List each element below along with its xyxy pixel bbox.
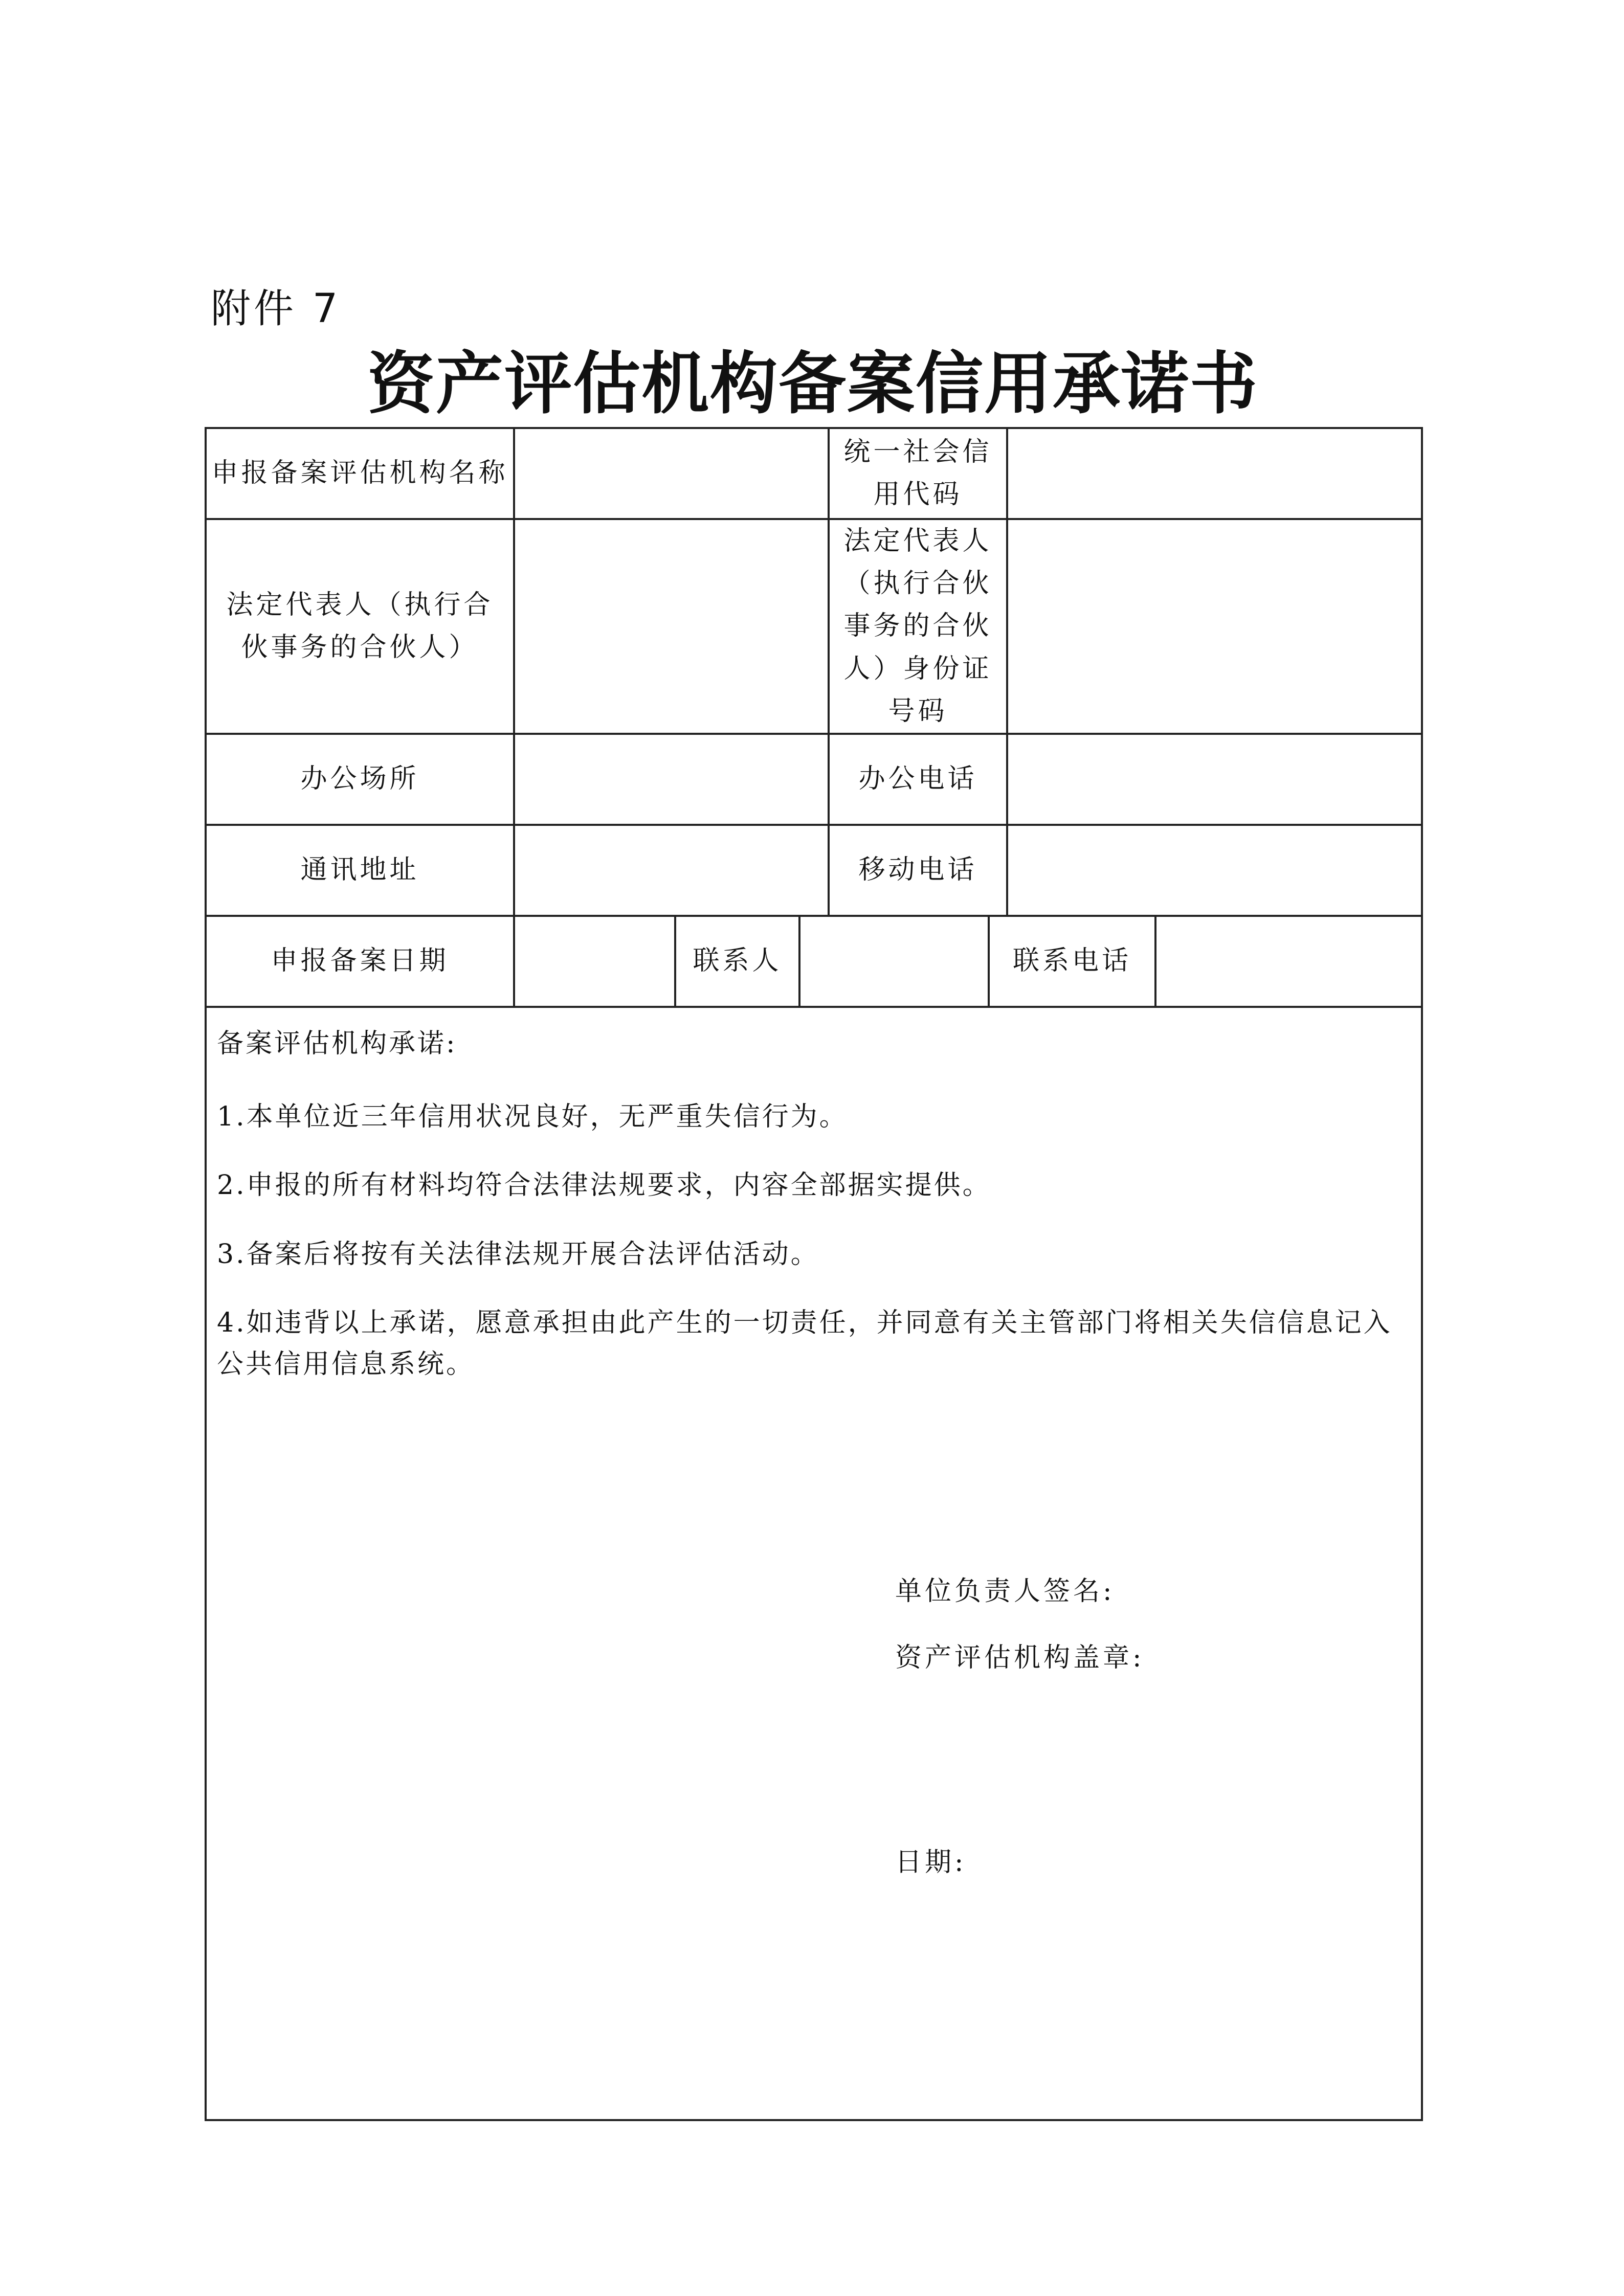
form-row-office <box>206 734 1422 825</box>
contact-phone-label: 联系电话 <box>989 916 1155 1007</box>
signature-label: 单位负责人签名: <box>895 1575 1115 1607</box>
office-phone-field[interactable] <box>1007 734 1422 825</box>
legal-rep-label: 法定代表人（执行合伙事务的合伙人） <box>206 519 514 734</box>
office-phone-label: 办公电话 <box>829 734 1007 825</box>
legal-rep-id-field[interactable] <box>1007 519 1422 734</box>
contact-field[interactable] <box>799 916 989 1007</box>
filing-date-label: 申报备案日期 <box>206 916 514 1007</box>
page-title: 资产评估机构备案信用承诺书 <box>367 344 1258 423</box>
date-label: 日期: <box>895 1847 967 1878</box>
pledge-item-4: 4.如违背以上承诺，愿意承担由此产生的一切责任，并同意有关主管部门将相关失信信息记入公共信用信息系统。 <box>217 1308 1392 1380</box>
org-name-field[interactable] <box>514 428 829 519</box>
org-name-label: 申报备案评估机构名称 <box>206 428 514 519</box>
form-row-address <box>206 825 1422 916</box>
office-place-field[interactable] <box>514 734 829 825</box>
form-row-org <box>206 428 1422 519</box>
pledge-item-1: 1.本单位近三年信用状况良好，无严重失信行为。 <box>217 1101 848 1132</box>
legal-rep-field[interactable] <box>514 519 829 734</box>
form-row-pledge <box>206 1007 1422 2120</box>
form-row-contact <box>206 916 1422 1007</box>
legal-rep-id-label: 法定代表人（执行合伙事务的合伙人）身份证号码 <box>829 519 1007 734</box>
seal-label: 资产评估机构盖章: <box>895 1642 1145 1673</box>
filing-date-field[interactable] <box>514 916 675 1007</box>
pledge-item-2: 2.申报的所有材料均符合法律法规要求，内容全部据实提供。 <box>217 1170 991 1201</box>
pledge-section <box>206 1007 1422 2120</box>
credit-code-field[interactable] <box>1007 428 1422 519</box>
pledge-heading: 备案评估机构承诺: <box>217 1028 457 1059</box>
mobile-phone-field[interactable] <box>1007 825 1422 916</box>
pledge-item-3: 3.备案后将按有关法律法规开展合法评估活动。 <box>217 1239 819 1270</box>
pledge-text <box>217 1023 1416 1413</box>
contact-label: 联系人 <box>675 916 799 1007</box>
credit-pledge-form <box>205 427 1423 2121</box>
form-row-legal-rep <box>206 519 1422 734</box>
credit-code-label: 统一社会信用代码 <box>829 428 1007 519</box>
mailing-address-label: 通讯地址 <box>206 825 514 916</box>
contact-phone-field[interactable] <box>1155 916 1422 1007</box>
office-place-label: 办公场所 <box>206 734 514 825</box>
mobile-phone-label: 移动电话 <box>829 825 1007 916</box>
attachment-label: 附件 7 <box>211 286 341 332</box>
mailing-address-field[interactable] <box>514 825 829 916</box>
